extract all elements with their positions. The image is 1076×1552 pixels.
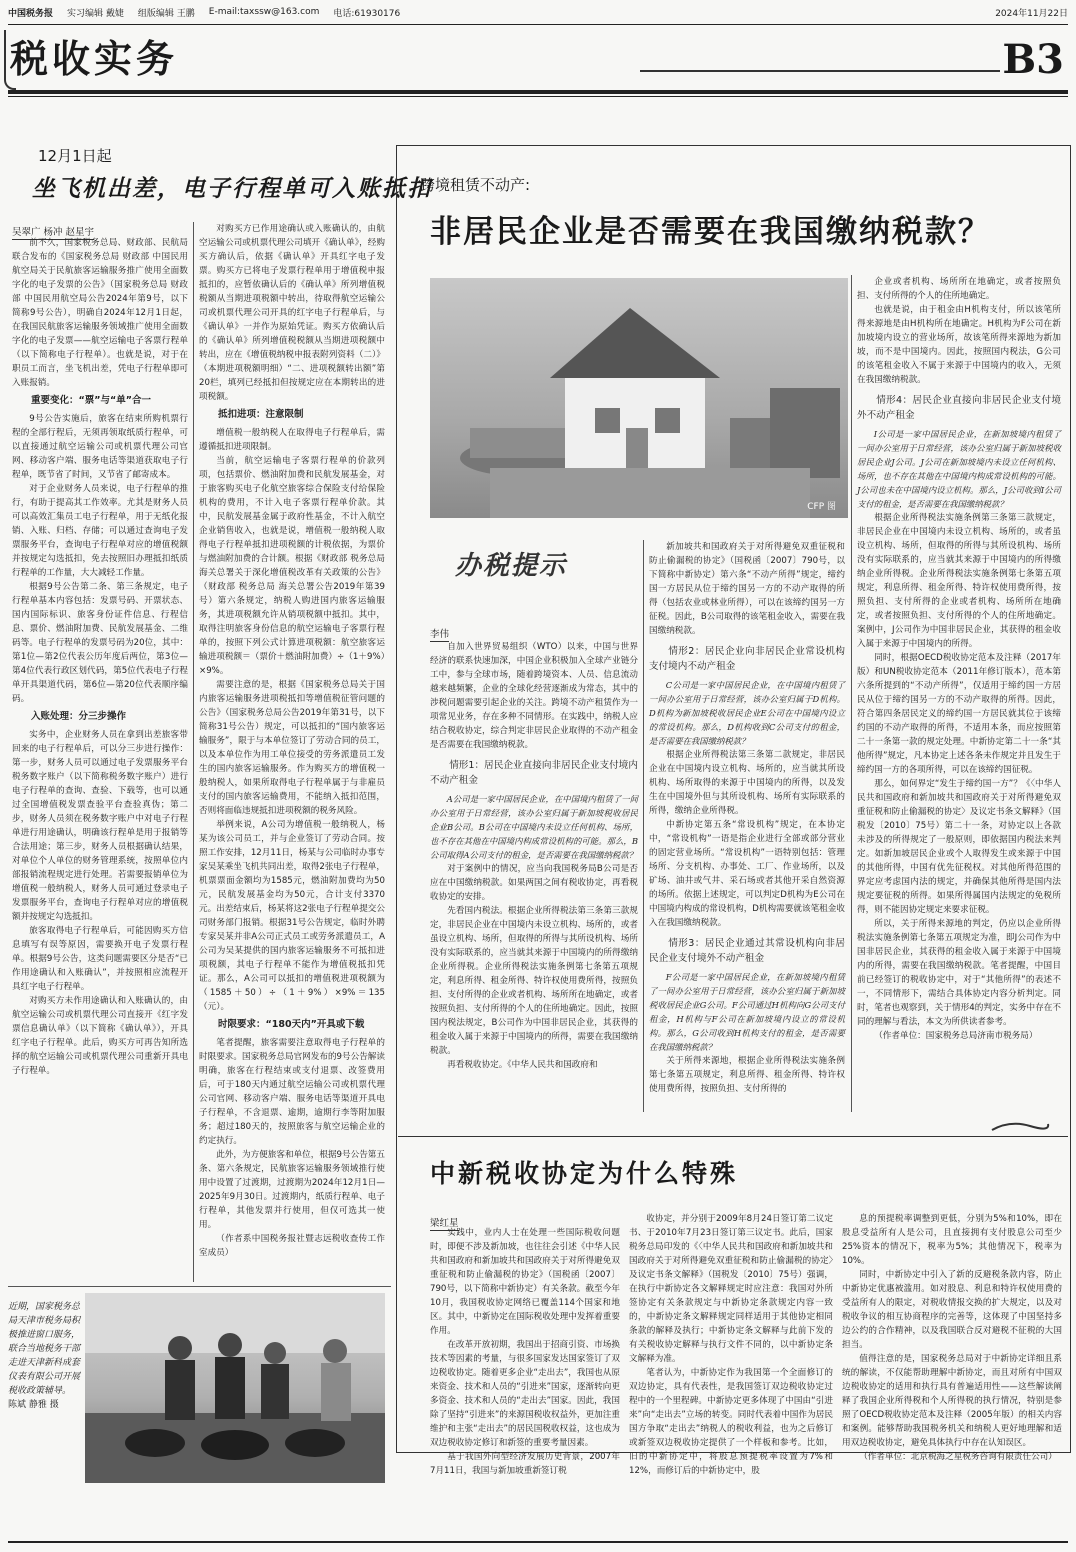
paragraph: 当前，航空运输电子客票行程单的价款列项，包括票价、燃油附加费和民航发展基金，对于旅客购买电子化航空旅客综合保险支付给保险机构的费用，不计入电子客票行程单价款。其中，民航发展基金属于政府性基金，不计入航空企业销售收入，也就是说，增值税一般纳税人取得电子行程单抵扣进项税额的计税依据，为票价与燃油附加费的合计额。根据《财政部 税务总局 海关总署关于深化增值税改革有关政策的公告》（财政部 税务总局 海关总署公告2019年第39号）第六条规定，纳税人购进国内旅客运输服务，其进项税额允许从销项税额中抵扣。其中，取得注明旅客身份信息的航空运输电子客票行程单的，按照下列公式计算进项税额：航空旅客运输进项税额＝（票价＋燃油附加费）÷（1＋9%）×9%。 [199,456,385,676]
paragraph: 同时，中新协定中引入了新的反避税条款内容，防止中新协定优惠被滥用。如对股息、利息和特许权使用费的受益所有人的限定，对税收情报交换的扩大规定，以及对税收争议的相互协商程序的完善等，这体现了中国坚持多边公约的合作精神，以及我国联合反对避税不征税的大国担当。 [842,1270,1062,1350]
article1-column-2 [199,222,385,1282]
paragraph: 需要注意的是，根据《国家税务总局关于国内旅客运输服务进项税抵扣等增值税征管问题的公告》（国家税务总局公告2019年第31号，以下简称31号公告）规定，可以抵扣的“国内旅客运输服务”，限于与本单位签订了劳动合同的员工，以及本单位作为用工单位接受的劳务派遣员工发生的国内旅客运输服务。作为购买方的增值税一般纳税人，如果所取得电子行程单属于与非雇员支付的国内旅客运输费用，不能纳入抵扣范围，否则将面临违规抵扣进项税额的税务风险。 [199,680,385,816]
article1-subheading: 入账处理：分三步操作 [31,711,127,722]
paragraph: 关于所得来源地，根据企业所得税法实施条例第七条第五项规定，利息所得、租金所得、特许权使用费所得，按照负担、支付所得的 [649,1056,845,1094]
paragraph: 中新协定第五条“常设机构”规定，在本协定中，“常设机构”一语是指企业进行全部或部分营业的固定营业场所。“常设机构”一语特别包括：管理场所、分支机构、办事处、工厂、作业场所，以及矿场、油井或气井、采石场或者其他开采自然资源的场所。依据上述规定，可以判定D机构为E公司在中国境内构成的常设机构，D机构需要就该笔租金收入在我国缴纳税款。 [649,820,845,928]
photo-caption-text: 近期，国家税务总局天津市税务局积极推进窗口服务，联合当地税务干部走进天津新科成套仪表有限公司开展税收政策辅导。 [8,1302,81,1396]
photo-caption [8,1300,80,1412]
article3-headline: 中新税收协定为什么特殊 [430,1159,739,1188]
photo-credit: 陈斌 静雅 摄 [8,1400,59,1410]
article-divider [398,1136,1068,1137]
house-on-coins-drawing [430,278,848,518]
paragraph: 此外，为方便旅客和单位，根据9号公告第五条、第六条规定，民航旅客运输服务领域推行使用中设置了过渡期，过渡期为2024年12月1日—2025年9月30日。过渡期内，纸质行程单、电子行程单，其他发票并行使用，但仅可选其一使用。 [199,1150,385,1230]
masthead-date: 2024年11月22日 [995,8,1068,19]
article3-byline: 梁红星 [430,1215,459,1231]
paragraph: 前不久，国家税务总局、财政部、民航局联合发布的《国家税务总局 财政部 中国民用航空局关于民航旅客运输服务推广使用全面数字化的电子发票的公告》（国家税务总局 财政部 中国民用航空局公告2024年第9号，以下简称9号公告），明确自2024年12月1日起，在我国民航旅客运输服务领域推广使用全面数字化的电子发票——航空运输电子客票行程单（以下简称电子行程单）。也就是说，对于在职员工而言，坐飞机出差，凭电子行程单即可入账报销。 [12,238,188,388]
article1-headline: 坐飞机出差，电子行程单可入账抵扣 [32,175,432,202]
house-on-coins-photo [430,278,848,518]
paragraph: 举例来说，A公司为增值税一般纳税人，杨某为该公司员工，并与企业签订了劳动合同。按照工作安排，12月11日，杨某与公司临时办事专家吴某乘坐飞机共同出差，取得2张电子行程单，机票票面金额均为1585元，燃油附加费均为50元，民航发展基金均为50元，合计支付3370元。出差结束后，杨某将这2张电子行程单提交公司财务部门报销。根据31号公告规定，临时外聘专家吴某并非A公司正式员工或劳务派遣员工，A公司为吴某提供的国内旅客运输服务不可抵扣进项税额，其电子行程单不能作为增值税抵扣凭证。那么，A公司可以抵扣的增值税进项税额为（1585＋50）÷（1＋9%）×9%＝135（元）。 [199,820,385,1012]
masthead-editor: 实习编辑 戴婕 [67,8,124,19]
tax-officers-photo-drawing [85,1293,385,1483]
article2-kicker: 跨境租赁不动产: [420,176,531,194]
paragraph: 笔者提醒，旅客需要注意取得电子行程单的时限要求。国家税务总局官网发布的9号公告解读明确，旅客在行程结束或支付退票、改签费用后，可于180天内通过航空运输公司或机票代理公司官网、移动客户端、服务电话等渠道开具电子行程单，不含退票、逾期，逾期行李等附加服务；超过180天的，按照旅客与航空运输企业的约定执行。 [199,1038,385,1146]
header-thick-rule [8,90,1068,94]
paragraph: 根据企业所得税法第三条第二款规定，非居民企业在中国境内设立机构、场所的，应当就其所设机构、场所取得的来源于中国境内的所得，以及发生在中国境外但与其所设机构、场所有实际联系的所得，缴纳企业所得税。 [649,750,845,816]
paragraph: 也就是说，由于租金由H机构支付，所以该笔所得来源地是由H机构所在地确定。H机构为F公司在新加坡境内设立的营业场所，故该笔所得来源地为新加坡，而不是中国境内。因此，按照国内税法，G公司的该笔租金收入不属于来源于中国境内的收入，无须在我国缴纳税款。 [857,305,1061,385]
paragraph: 根据9号公告第二条、第三条规定，电子行程单基本内容包括：发票号码、开票状态、国内国际标识、旅客身份证件信息、行程信息、票价、燃油附加费、民航发展基金、二维码等。电子行程单的发票号码为20位，其中：第1位—第2位代表公历年度后两位，第3位—第4位代表行政区划代码，第5位代表电子行程单开具渠道代码，第6位—第20位代表顺序编码。 [12,582,188,704]
paragraph: 对购买方未作用途确认和入账确认的，由航空运输公司或机票代理公司直接开《红字发票信息确认单》（以下简称《确认单》），开具红字电子行程单。此后，购买方可再告知所选择的航空运输公司或机票代理公司重新开具电子行程单。 [12,996,188,1076]
author-note: （作者单位：国家税务总局济南市税务局） [874,1031,1038,1041]
footer-rule [8,1541,1068,1543]
article1-subheading: 重要变化：“票”与“单”合一 [31,395,151,406]
paragraph: 增值税一般纳税人在取得电子行程单后，需遵循抵扣进项限制。 [199,428,385,452]
case-title: 情形1：居民企业直接向非居民企业支付境内不动产租金 [430,760,638,786]
paragraph: 基于我国外向型经济发展历史背景，2007年7月11日，我国与新加坡重新签订税 [430,1452,620,1476]
article3-column-3 [842,1212,1062,1462]
article1-byline: 吴翠广 杨冲 赵星宇 [12,224,94,240]
case-example: I公司是一家中国居民企业，在新加坡境内租赁了一间办公室用于日常经营，该办公室归属于新加坡税收居民企业J公司。J公司在新加坡境内未设立任何机构、场所，也不存在其他在中国境内构成常设机构的可能。J公司也未在中国境内设立机构。那么，J公司收到I公司支付的租金，是否需要在我国缴纳税款？ [857,429,1061,509]
photo-divider [8,1286,391,1287]
paragraph: 收协定，并分别于2009年8月24日签订第二议定书、于2010年7月23日签订第三议定书。此后，国家税务总局印发的《〈中华人民共和国政府和新加坡共和国政府关于对所得避免双重征税和防止偷漏税的协定〉及议定书条文解释》（国税发〔2010〕75号）强调，在执行中新协定各文解释规定时应注意：我国对外所签协定有关条款规定与中新协定条款规定内容一致的，中新协定条文解释规定同样适用于其他协定相同条款的解释及执行；中新协定条文解释与此前下发的有关税收协定解释与执行文件不同的，以中新协定条文解释为准。 [629,1214,833,1364]
paragraph: 对于企业财务人员来说，电子行程单的推行，有助于提高其工作效率。尤其是财务人员可以高效汇集员工电子行程单，用于无纸化报销、入账、归档、存储；可以通过查询电子发票服务平台，查询电子行程单对应的增值税额并按规定勾选抵扣，免去按照旧办理抵扣纸质行程单的工作量，大大减轻工作量。 [12,484,188,578]
paragraph: 值得注意的是，国家税务总局对于中新协定详细且系统的解读，不仅能帮助理解中新协定，而且对所有中国双边税收协定的适用和执行具有普遍适用性——这些解读阐释了我国企业所得税和个人所得税的执行情况，特别是参照了OECD税收协定范本及注释（2005年版）的相关内容和案例。能够帮助我国税务机关和纳税人更好地理解和适用双边税收协定，避免具体执行中存在认知误区。 [842,1354,1062,1448]
paragraph: 笔者认为，中新协定作为我国第一个全面修订的双边协定，具有代表性，是我国签订双边税收协定过程中的一个里程碑。中新协定更多体现了中国由“引进来”向“走出去”立场的转变。同时代表着中国作为居民国方争取“走出去”纳税人的税收利益，也为之后修订或新签双边税收协定提供了一个样板和参考。比如，旧的中新协定中，将股息预提税率设置为7%和12%，而修订后的中新协定中，股 [629,1368,833,1476]
article1-column-1 [12,236,188,1276]
paragraph: 根据企业所得税法实施条例第三条第三款规定，非居民企业在中国境内未设立机构、场所的，或者虽设立机构、场所，但取得的所得与其所设机构、场所没有实际联系的，应当就其来源于中国境内的所得缴纳企业所得税。企业所得税法实施条例第七条第五项规定，利息所得、租金所得、特许权使用费所得，按照负担、支付所得的企业或者机构、场所所在地确定，或者按照负担、支付所得的个人的住所地确定。案例中，J公司作为中国非居民企业，其获得的租金收入属于来源于中国境内的所得。 [857,513,1061,649]
paragraph: 在改革开放初期，我国出于招商引资、市场换技术等因素的考量，与很多国家发达国家签订了双边税收协定。随着更多企业“走出去”，我国也从原来资金、技术和人员的“引进来”国家，逐渐转向更多资金、技术和人员的“走出去”国家。因此，我国除了坚持“引进来”的来源国税收权益外，更加注重维护和主张“走出去”的居民国税收权益，这也成为双边税收协定修订和新签的重要考量因素。 [430,1340,620,1448]
brush-decoration [990,1118,1050,1134]
paragraph: 9号公告实施后，旅客在结束所购机票行程的全部行程后，无须再领取纸质行程单，可以直接通过航空运输公司或机票代理公司官网、移动客户端、服务电话等渠道获取电子行程单，既节省了时间，又节省了邮寄成本。 [12,414,188,480]
author-note: （作者单位：北京税海之星税务咨询有限责任公司） [859,1452,1057,1462]
case-example: C公司是一家中国居民企业，在中国境内租赁了一间办公室用于日常经营，该办公室归属于D机构。D机构为新加坡税收居民企业E公司在中国境内设立的常设机构。那么，D机构收到C公司支付的租金，是否需要在我国缴纳税款？ [649,680,845,746]
author-note: （作者系中国税务报社暨志远税收查传工作室成员） [199,1234,385,1258]
column-divider [643,540,644,1112]
masthead-paper: 中国税务报 [8,8,54,19]
paragraph: 对于案例中的情况，应当向我国税务局B公司是否应在中国缴纳税款。如果两国之间有税收协定，再看税收协定的安排。 [430,864,638,902]
tax-tips-logo: 办税提示 [455,551,568,581]
page-number: B3 [1002,36,1064,83]
case-title: 情形2：居民企业向非居民企业常设机构支付境内不动产租金 [649,646,845,672]
header-rule [640,70,1000,72]
brush-stroke-icon [990,1118,1050,1134]
paragraph: 企业或者机构、场所所在地确定，或者按照负担、支付所得的个人的住所地确定。 [857,277,1061,301]
article2-headline: 非居民企业是否需要在我国缴纳税款？ [430,214,991,250]
paragraph: 实践中，业内人士在处理一些国际税收问题时，即便不涉及新加坡，也往往会引述《中华人民共和国政府和新加坡共和国政府关于对所得避免双重征税和防止偷漏税的协定》（国税函〔2007〕790号，以下简称中新协定）有关条款。截至今年10月，我国税收协定网络已覆盖114个国家和地区。其中，中新协定在国际税收处理中发挥着重要作用。 [430,1228,620,1336]
article2-byline: 李伟 [430,626,449,642]
case-title: 情形3：居民企业通过其常设机构向非居民企业支付境外不动产租金 [649,938,845,964]
paragraph: 新加坡共和国政府关于对所得避免双重征税和防止偷漏税的协定》（国税函〔2007〕790号，以下简称中新协定）第六条“不动产所得”规定，缔约国一方居民从位于缔约国另一方的不动产取得的所得（包括农业或林业所得），可以在该缔约国另一方征税。因此，B公司取得的该笔租金收入，需要在我国缴纳税款。 [649,542,845,636]
paragraph: 先看国内税法。根据企业所得税法第三条第三款规定，非居民企业在中国境内未设立机构、场所的，或者虽设立机构、场所，但取得的所得与其所设机构、场所没有实际联系的，应当就其来源于中国境内的所得缴纳企业所得税。企业所得税法实施条例第七条第五项规定，利息所得、租金所得、特许权使用费所得，按照负担、支付所得的企业或者机构、场所所在地确定，或者按照负担、支付所得的个人的住所地确定。因此，按照国内税法规定，B公司作为中国非居民企业，其获得的租金收入属于来源于中国境内的所得，需要在我国缴纳税款。 [430,906,638,1056]
paragraph: 那么，如何界定“发生于缔约国一方”？《〈中华人民共和国政府和新加坡共和国政府关于对所得避免双重征税和防止偷漏税的协定〉及议定书条文解释》（国税发〔2010〕75号）第二十一条，对协定以上各款未涉及的所得规定了一般原则，即依据国内税法来判定。如新加坡居民企业或个人取得发生或来源于中国的其他所得，中国有优先征税权。对其他所得范围的界定应考虑国内法的规定，并确保其他所得是国内法规定要征税的所得。如果所得属国内法规定的免税所得，则不能因协定规定来要求征税。 [857,779,1061,915]
paragraph: 同时，根据OECD税收协定范本及注释（2017年版）和UN税收协定范本（2011年修订版本），范本第六条所提到的“不动产所得”，仅适用于缔约国一方居民从位于缔约国另一方的不动产取得的所得。因此，符合第四条居民定义的缔约国一方居民就其位于该缔约国的不动产取得的所得，不适用本条，而应按照第二十一条第一款的规定处理。中新协定第二十一条“其他所得”规定，凡本协定上述各条未作规定并且发生于缔约国一方的各项所得，可以在该缔约国征税。 [857,653,1061,775]
tax-officers-photo [85,1293,385,1483]
paragraph: 对购买方已作用途确认或入账确认的，由航空运输公司或机票代理公司填开《确认单》，经购买方确认后，依据《确认单》开具红字电子发票。购买方已将电子发票行程单用于增值税申报抵扣的，应暂依确认后的《确认单》所列增值税税额从当期进项税额中转出，待取得航空运输公司或机票代理公司开具的红字电子行程单后，与《确认单》一并作为原始凭证。购买方依确认后的《确认单》所列增值税税额从当期进项税额中转出，应在《增值税纳税申报表附列资料（二）》（本期进项税额明细）“二、进项税额转出额”第20栏，填列已经抵扣但按规定应在本期转出的进项税额。 [199,224,385,402]
paragraph: 再看税收协定。《中华人民共和国政府和 [447,1060,598,1070]
column-divider [851,275,852,1112]
masthead-email: E-mail:taxssw@163.com [208,7,320,17]
masthead [8,0,1068,25]
paragraph: 自加入世界贸易组织（WTO）以来，中国与世界经济的联系快速加深，中国企业积极加入全球产业链分工中，参与全球市场，随着跨境资本、人员、信息流动越来越频繁，企业的全球化经营逐渐成为常态，其中的涉税问题需要引起企业的关注。跨境不动产租赁作为一项常见业务，存在多种不同情形。在实践中，纳税人应结合税收协定，综合判定非居民企业取得的不动产租金是否需要在我国缴纳税款。 [430,642,638,750]
header-thin-rule [8,96,1068,97]
paragraph: 实务中，企业财务人员在拿到出差旅客带回来的电子行程单后，可以分三步进行操作：第一步，财务人员可以通过电子发票服务平台税务数字账户（以下简称税务数字账户）进行电子行程单的查询、查验、下载等，也可以通过全国增值税发票查验平台查验真伪；第二步，财务人员须在税务数字账户中对电子行程单进行用途确认，明确该行程单是用于报销等合法用途；第三步，财务人员根据确认结果，对单位个人单位的财务管理系统，按照单位内部报销流程规定进行处理。若需要报销单位为增值税一般纳税人，财务人员可通过登录电子发票服务平台，查询电子行程单对应的增值税额并按规定勾选抵扣。 [12,730,188,922]
case-title: 情形4：居民企业直接向非居民企业支付境外不动产租金 [857,395,1061,421]
case-example: A公司是一家中国居民企业，在中国境内租赁了一间办公室用于日常经营，该办公室归属于新加坡税收居民企业B公司。B公司在中国境内未设立任何机构、场所，也不存在其他在中国境内构成常设机构的可能。那么，B公司取得A公司支付的租金，是否需要在我国缴纳税款？ [430,794,638,860]
article3-column-1 [430,1226,620,1476]
article1-kicker: 12月1日起 [38,147,112,165]
masthead-layout: 组版编辑 王鹏 [137,8,195,19]
paragraph: 旅客取得电子行程单后，可能因购买方信息填写有误等原因，需要换开电子发票行程单。根据9号公告，这类问题需要区分是否“已作用途确认和入账确认”，并按照相应流程开具红字电子行程单。 [12,926,188,992]
article2-column-2 [649,540,845,1110]
paragraph: 所以，关于所得来源地的判定，仍应以企业所得税法实施条例第七条第五项规定为准，即J公司作为中国非居民企业，其获得的租金收入属于来源于中国境内的所得，需要在我国缴纳税款。笔者提醒，中国目前已经签订的税收协定中，对于“其他所得”的表述不一，不同情形下，需结合具体协定内容分析判定。同时，笔者也观察到，关于情形4的判定，实务中存在不同的理解与看法，本文为所供读者参考。 [857,919,1061,1027]
column-divider [193,222,194,1282]
case-example: F公司是一家中国居民企业，在新加坡境内租赁了一间办公室用于日常经营，该办公室归属于新加坡税收居民企业G公司。F公司通过H机构向G公司支付租金，H机构与F公司在新加坡境内设立的常设机构。那么，G公司收到H机构支付的租金，是否需要在我国缴纳税款？ [649,972,845,1052]
house-photo-credit: CFP 图 [807,502,836,512]
article1-subheading: 抵扣进项：注意限制 [218,409,304,420]
section-title: 税收实务 [10,36,179,81]
article2-column-3 [857,275,1061,1111]
article3-column-2 [629,1212,833,1476]
masthead-phone: 电话:61930176 [333,8,401,19]
paragraph: 息的预提税率调整到更低，分别为5%和10%，即在股息受益所有人是公司，且直接拥有支付股息公司至少25%资本的情况下，税率为5%；其他情况下，税率为10%。 [842,1214,1062,1266]
article1-subheading: 时限要求：“180天内”开具或下载 [218,1019,365,1030]
article2-column-1 [430,640,638,1110]
